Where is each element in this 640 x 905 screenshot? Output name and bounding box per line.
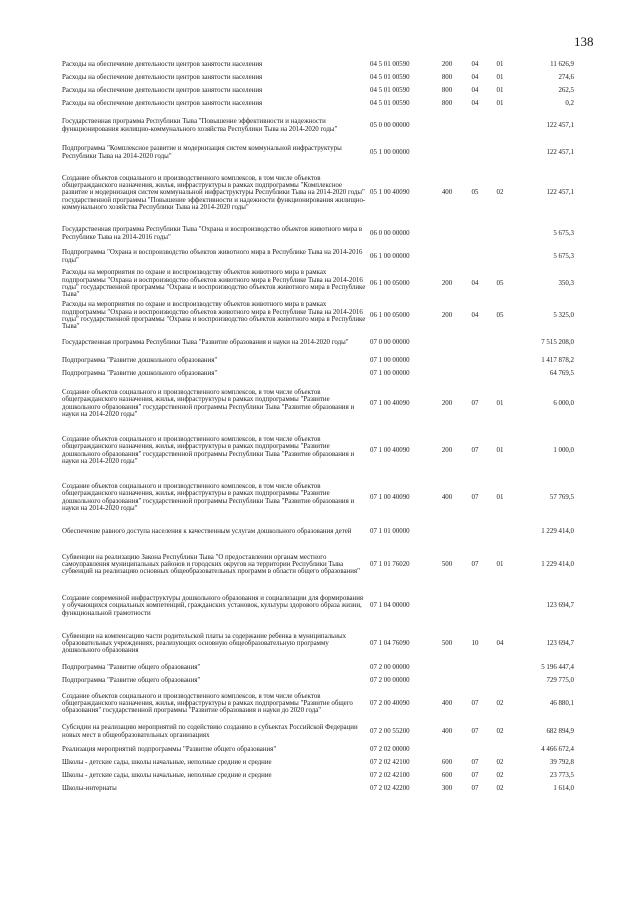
row-pr: 01: [496, 446, 504, 454]
row-name: Создание объектов социального и производственного комплексов, в том числе объектов общегражданского назначения, жилья, инфраструктуры в рамках подпрограммы "Развитие общего образования" государственной программы "Развитие образования и науки до 2020 года": [62, 692, 353, 715]
table-row: [62, 743, 574, 756]
table-row: [62, 300, 574, 332]
row-pr: 01: [496, 399, 504, 407]
row-name: Подпрограмма "Развитие общего образования": [62, 676, 201, 684]
row-vr: 800: [441, 86, 453, 94]
row-sum: 1 229 414,0: [541, 560, 574, 568]
row-code: 05 0 00 00000: [370, 121, 410, 129]
table-row: [62, 71, 574, 84]
row-name: Субвенции на реализацию Закона Республики Тыва "О предоставлении органам местного самоуправления муниципальных районов и городских округов на территории Республики Тыва субвенций на реализацию основных общеобразовательных программ в области общего образования": [62, 553, 360, 576]
row-name: Расходы на обеспечение деятельности центров занятости населения: [62, 60, 263, 68]
row-code: 06 0 00 00000: [370, 229, 410, 237]
row-sum: 0,2: [565, 99, 574, 107]
row-sum: 122 457,1: [546, 189, 574, 197]
row-vr: 200: [441, 280, 453, 288]
table-row: [62, 222, 574, 245]
row-sum: 5 675,3: [553, 229, 574, 237]
row-rz: 10: [471, 639, 479, 647]
row-rz: 07: [471, 784, 479, 792]
table-row: [62, 521, 574, 543]
row-code: 06 1 00 00000: [370, 252, 410, 260]
row-rz: 07: [471, 560, 479, 568]
row-rz: 07: [471, 771, 479, 779]
row-code: 07 1 01 00000: [370, 528, 410, 536]
row-name: Подпрограмма "Развитие дошкольного образования": [62, 369, 218, 377]
table-row: [62, 380, 574, 427]
row-code: 07 2 02 42100: [370, 758, 410, 766]
row-name: Подпрограмма "Развитие дошкольного образования": [62, 356, 218, 364]
row-vr: 600: [441, 771, 453, 779]
row-code: 04 5 01 00590: [370, 99, 410, 107]
row-rz: 04: [471, 99, 479, 107]
row-code: 04 5 01 00590: [370, 73, 410, 81]
row-sum: 11 626,9: [550, 60, 574, 68]
row-rz: 04: [471, 60, 479, 68]
table-row: [62, 354, 574, 367]
row-pr: 02: [496, 727, 504, 735]
row-pr: 02: [496, 784, 504, 792]
table-row: [62, 626, 574, 661]
row-code: 04 5 01 00590: [370, 86, 410, 94]
row-code: 05 1 00 00000: [370, 148, 410, 156]
row-sum: 64 769,5: [549, 369, 574, 377]
table-row: [62, 97, 574, 110]
table-row: [62, 367, 574, 380]
page-number: 138: [574, 34, 594, 49]
row-code: 07 1 00 40090: [370, 446, 410, 454]
table-row: [62, 268, 574, 300]
row-name: Реализация мероприятий подпрограммы "Развитие общего образования": [62, 745, 277, 753]
row-sum: 729 775,0: [546, 676, 574, 684]
row-vr: 200: [441, 446, 453, 454]
row-code: 07 2 00 00000: [370, 663, 410, 671]
row-name: Школы-интернаты: [62, 784, 117, 792]
table-row: [62, 782, 574, 795]
row-sum: 6 000,0: [553, 399, 574, 407]
table-row: [62, 141, 574, 164]
row-sum: 46 880,1: [549, 699, 574, 707]
row-rz: 04: [471, 312, 479, 320]
table-row: [62, 58, 574, 71]
row-pr: 02: [496, 758, 504, 766]
row-vr: 500: [441, 560, 453, 568]
table-row: [62, 543, 574, 586]
row-sum: 1 417 878,2: [541, 356, 574, 364]
row-name: Подпрограмма "Охрана и воспроизводство объектов животного мира в Республике Тыва на 2014-2016 годы": [62, 249, 363, 264]
row-rz: 04: [471, 73, 479, 81]
table-row: [62, 474, 574, 521]
row-rz: 04: [471, 86, 479, 94]
row-sum: 7 515 208,0: [541, 339, 574, 347]
row-sum: 5 196 447,4: [541, 663, 574, 671]
table-row: [62, 164, 574, 222]
row-sum: 350,3: [558, 280, 574, 288]
row-sum: 262,5: [558, 86, 574, 94]
row-code: 07 2 02 42200: [370, 784, 410, 792]
row-sum: 5 325,0: [553, 312, 574, 320]
row-name: Расходы на обеспечение деятельности центров занятости населения: [62, 73, 263, 81]
row-name: Школы - детские сады, школы начальные, неполные средние и средние: [62, 771, 272, 779]
budget-table: [62, 58, 574, 795]
row-code: 06 1 00 05000: [370, 312, 410, 320]
row-name: Школы - детские сады, школы начальные, неполные средние и средние: [62, 758, 272, 766]
table-row: [62, 661, 574, 674]
row-code: 07 1 01 76020: [370, 560, 410, 568]
row-name: Государственная программа Республики Тыва "Охрана и воспроизводство объектов животного мира в Республике Тыва на 2014-2016 годы": [62, 226, 363, 241]
row-sum: 5 675,3: [553, 252, 574, 260]
row-code: 07 1 04 00000: [370, 602, 410, 610]
row-rz: 07: [471, 758, 479, 766]
row-vr: 400: [441, 189, 453, 197]
row-name: Расходы на мероприятия по охране и воспроизводству объектов животного мира в рамках подпрограммы "Охрана и воспроизводство объектов животного мира в Республике Тыва на 2014-2016 годы" государственной программы "Охрана и воспроизводство объектов животного мира в Республике Тыва": [62, 301, 366, 331]
row-sum: 1 000,0: [553, 446, 574, 454]
row-pr: 01: [496, 493, 504, 501]
row-pr: 01: [496, 86, 504, 94]
row-name: Создание объектов социального и производственного комплексов, в том числе объектов общегражданского назначения, жилья, инфраструктуры в рамках подпрограммы "Развитие дошкольного образования" государственной программы Республики Тыва "Развитие образования и науки на 2014-2020 годы": [62, 388, 355, 418]
row-sum: 57 769,5: [549, 493, 574, 501]
table-row: [62, 245, 574, 268]
row-sum: 123 694,7: [546, 602, 574, 610]
row-pr: 05: [496, 312, 504, 320]
row-pr: 01: [496, 99, 504, 107]
row-rz: 07: [471, 446, 479, 454]
row-code: 04 5 01 00590: [370, 60, 410, 68]
row-code: 06 1 00 05000: [370, 280, 410, 288]
row-sum: 23 773,5: [549, 771, 574, 779]
row-rz: 07: [471, 699, 479, 707]
row-vr: 800: [441, 99, 453, 107]
row-vr: 800: [441, 73, 453, 81]
row-code: 07 2 00 55200: [370, 727, 410, 735]
row-sum: 1 229 414,0: [541, 528, 574, 536]
row-pr: 01: [496, 560, 504, 568]
row-name: Создание современной инфраструктуры дошкольного образования и социализации для формирования у обучающихся социальных компетенций, гражданских установок, культуры здорового образа жизни, функциональной грамотности: [62, 595, 364, 617]
row-pr: 02: [496, 771, 504, 779]
row-pr: 02: [496, 699, 504, 707]
row-pr: 02: [496, 189, 504, 197]
row-code: 07 2 00 40090: [370, 699, 410, 707]
table-row: [62, 687, 574, 720]
row-name: Государственная программа Республики Тыва "Повышение эффективности и надежности функционирования жилищно-коммунального хозяйства Республики Тыва на 2014-2020 годы": [62, 118, 338, 133]
row-vr: 200: [441, 60, 453, 68]
row-name: Субсидии на реализацию мероприятий по содействию созданию в субъектах Российской Федерации новых мест в общеобразовательных организациях: [62, 724, 358, 739]
row-code: 07 1 00 00000: [370, 369, 410, 377]
row-sum: 123 694,7: [546, 639, 574, 647]
row-vr: 500: [441, 639, 453, 647]
table-row: [62, 332, 574, 354]
row-name: Расходы на обеспечение деятельности центров занятости населения: [62, 86, 263, 94]
row-name: Расходы на обеспечение деятельности центров занятости населения: [62, 99, 263, 107]
row-vr: 200: [441, 399, 453, 407]
row-sum: 274,6: [558, 73, 574, 81]
row-sum: 39 792,8: [549, 758, 574, 766]
row-pr: 05: [496, 280, 504, 288]
row-rz: 04: [471, 280, 479, 288]
row-name: Подпрограмма "Комплексное развитие и модернизация систем коммунальной инфраструктуры Республики Тыва на 2014-2020 годы": [62, 145, 342, 160]
row-rz: 05: [471, 189, 479, 197]
row-vr: 400: [441, 493, 453, 501]
row-code: 07 1 00 40090: [370, 399, 410, 407]
row-code: 07 1 04 76090: [370, 639, 410, 647]
row-code: 07 1 00 40090: [370, 493, 410, 501]
row-rz: 07: [471, 399, 479, 407]
table-row: [62, 720, 574, 743]
row-sum: 682 894,9: [546, 727, 574, 735]
row-name: Создание объектов социального и производственного комплексов, в том числе объектов общегражданского назначения, жилья, инфраструктуры в рамках подпрограммы "Комплексное развитие и модернизация систем коммунальной инфраструктуры Республики Тыва на 2014-2020 годы" государственной программы "Повышение эффективности и надежности функционирования жилищно-коммунального хозяйства Республики Тыва на 2014-2020 годы": [62, 174, 366, 211]
row-code: 07 1 00 00000: [370, 356, 410, 364]
row-name: Субвенции на компенсацию части родительской платы за содержание ребенка в муниципальных образовательных учреждениях, реализующих основную общеобразовательную программу дошкольного образования: [62, 632, 347, 655]
table-row: [62, 674, 574, 687]
row-code: 05 1 00 40090: [370, 189, 410, 197]
row-vr: 400: [441, 727, 453, 735]
row-rz: 07: [471, 727, 479, 735]
row-name: Создание объектов социального и производственного комплексов, в том числе объектов общегражданского назначения, жилья, инфраструктуры в рамках подпрограммы "Развитие дошкольного образования" государственной программы Республики Тыва "Развитие образования и науки на 2014-2020 годы": [62, 435, 355, 465]
table-row: [62, 427, 574, 474]
row-vr: 600: [441, 758, 453, 766]
row-sum: 122 457,1: [546, 121, 574, 129]
row-name: Подпрограмма "Развитие общего образования": [62, 663, 201, 671]
row-code: 07 2 02 00000: [370, 745, 410, 753]
row-name: Создание объектов социального и производственного комплексов, в том числе объектов общегражданского назначения, жилья, инфраструктуры в рамках подпрограммы "Развитие дошкольного образования" государственной программы Республики Тыва "Развитие образования и науки на 2014-2020 годы": [62, 482, 355, 512]
row-vr: 400: [441, 699, 453, 707]
row-rz: 07: [471, 493, 479, 501]
row-name: Расходы на мероприятия по охране и воспроизводству объектов животного мира в рамках подпрограммы "Охрана и воспроизводство объектов животного мира в Республике Тыва на 2014-2016 годы" государственной программы "Охрана и воспроизводство объектов животного мира в Республике Тыва": [62, 269, 366, 299]
row-vr: 200: [441, 312, 453, 320]
row-vr: 300: [441, 784, 453, 792]
row-pr: 04: [496, 639, 504, 647]
row-code: 07 2 00 00000: [370, 676, 410, 684]
row-pr: 01: [496, 73, 504, 81]
row-name: Государственная программа Республики Тыва "Развитие образования и науки на 2014-2020 годы": [62, 339, 349, 347]
table-row: [62, 84, 574, 97]
table-row: [62, 769, 574, 782]
row-sum: 1 614,0: [553, 784, 574, 792]
row-code: 07 2 02 42100: [370, 771, 410, 779]
row-pr: 01: [496, 60, 504, 68]
row-code: 07 0 00 00000: [370, 339, 410, 347]
table-row: [62, 110, 574, 141]
row-name: Обеспечение равного доступа населения к качественным услугам дошкольного образования детей: [62, 528, 352, 536]
row-sum: 122 457,1: [546, 148, 574, 156]
table-row: [62, 756, 574, 769]
table-row: [62, 586, 574, 626]
row-sum: 4 466 672,4: [541, 745, 574, 753]
